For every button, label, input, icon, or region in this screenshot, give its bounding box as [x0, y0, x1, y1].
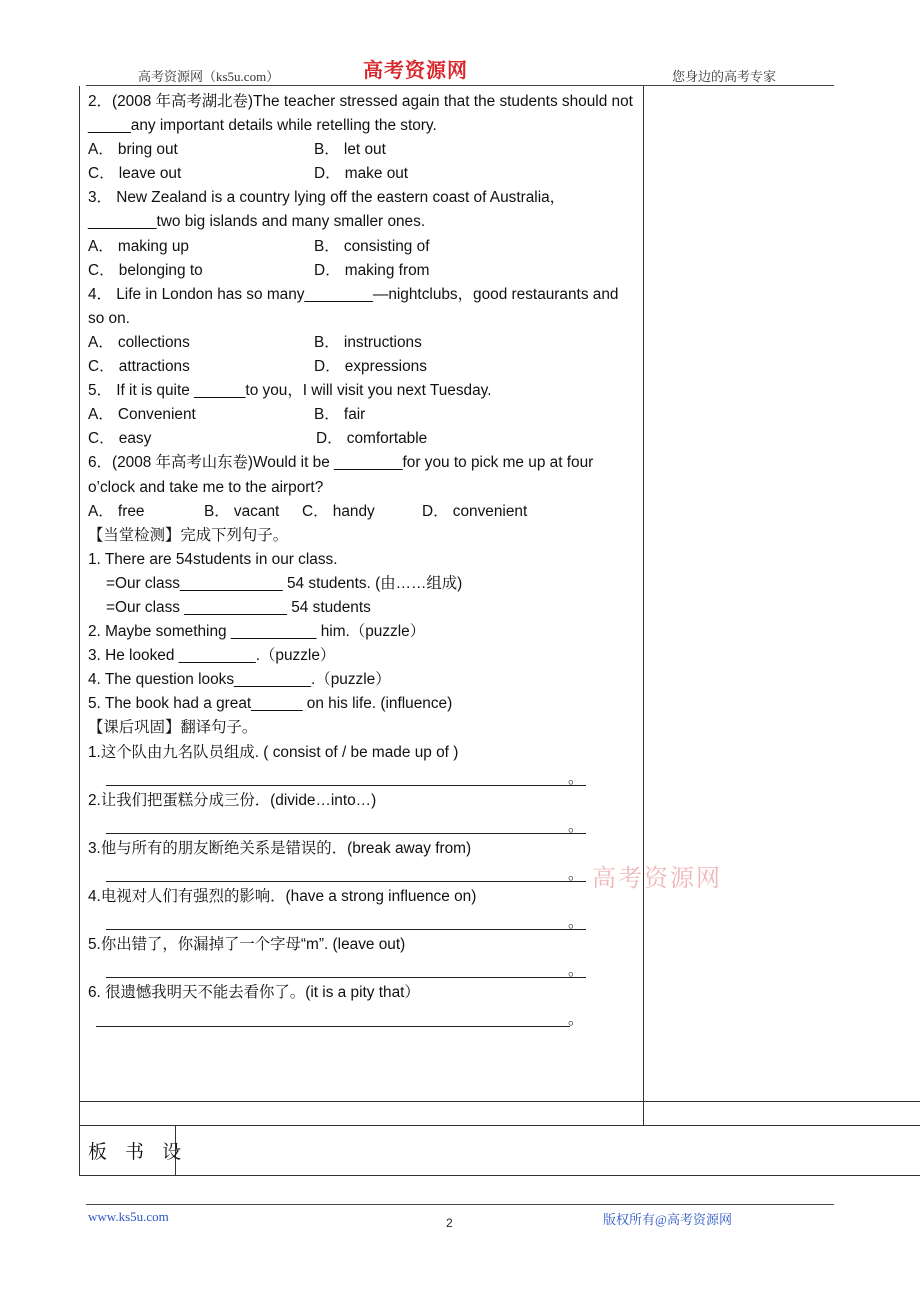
period-mark: 。 [568, 817, 584, 835]
review-item: 1.这个队由九名队员组成. ( consist of / be made up of ) [88, 743, 459, 761]
option: A． collections [88, 333, 190, 351]
answer-line[interactable] [88, 813, 636, 837]
option: B． instructions [314, 333, 422, 351]
page-number: 2 [446, 1216, 453, 1230]
section-title-check: 【当堂检测】完成下列句子。 [88, 526, 289, 544]
check-item: 2. Maybe something __________ him.（puzzle） [88, 623, 426, 641]
option: D． comfortable [316, 430, 428, 448]
question-stem: 2．(2008 年高考湖北卷)The teacher stressed again that the students should not _____any important details while retelling the story. [88, 93, 633, 135]
table-border-bottom [79, 1175, 920, 1176]
option: D． expressions [314, 358, 427, 376]
option: C． easy [88, 430, 152, 448]
table-row-divider [79, 1101, 920, 1102]
check-item: =Our class____________ 54 students. (由……组成) [106, 574, 463, 592]
answer-line[interactable] [88, 765, 636, 789]
review-item: 6. 很遗憾我明天不能去看你了。(it is a pity that） [88, 984, 420, 1002]
option: D． convenient [422, 502, 528, 520]
option-row [88, 138, 636, 162]
option: A． bring out [88, 141, 178, 159]
header-logo: 高考资源网 [363, 58, 468, 82]
option: D． making from [314, 261, 430, 279]
option: B． fair [314, 406, 366, 424]
header-rule [86, 85, 834, 86]
check-item: 5. The book had a great______ on his life. (influence) [88, 695, 453, 713]
footer-rule [86, 1204, 834, 1205]
answer-line[interactable] [88, 909, 636, 933]
table-row-divider-2 [79, 1125, 920, 1126]
footer-copyright: 版权所有@高考资源网 [603, 1212, 732, 1227]
period-mark: 。 [568, 769, 584, 787]
answer-blank[interactable] [106, 863, 586, 882]
answer-blank[interactable] [106, 815, 586, 834]
option: C． handy [302, 502, 375, 520]
check-item: 1. There are 54students in our class. [88, 550, 338, 568]
answer-blank[interactable] [96, 1008, 570, 1027]
footer-link[interactable]: www.ks5u.com [88, 1209, 169, 1224]
question-stem: 3． New Zealand is a country lying off the eastern coast of Australia，________two big islands and many smaller ones. [88, 189, 566, 231]
option-row [88, 235, 636, 259]
period-mark: 。 [568, 914, 584, 932]
answer-line[interactable] [88, 861, 636, 885]
answer-blank[interactable] [106, 959, 586, 978]
review-item: 3.他与所有的朋友断绝关系是错误的．(break away from) [88, 839, 472, 857]
option: D． make out [314, 165, 409, 183]
answer-blank[interactable] [106, 767, 586, 786]
check-item: =Our class ____________ 54 students [106, 598, 371, 616]
answer-blank[interactable] [106, 911, 586, 930]
option: C． leave out [88, 165, 182, 183]
option: A． Convenient [88, 406, 196, 424]
check-item: 3. He looked _________.（puzzle） [88, 647, 336, 665]
header-right-text: 您身边的高考专家 [672, 69, 777, 84]
option-row [88, 403, 636, 427]
option: B． vacant [204, 502, 280, 520]
option: A． free [88, 502, 145, 520]
table-border-left [79, 86, 80, 1176]
board-design-label: 板 书 设 [88, 1141, 188, 1163]
question-stem: 5． If it is quite ______to you，I will visit you next Tuesday. [88, 382, 492, 400]
period-mark: 。 [568, 1010, 584, 1028]
question-stem: 6．(2008 年高考山东卷)Would it be ________for you to pick me up at four o’clock and take me to the airport? [88, 454, 594, 496]
table-column-divider [643, 86, 644, 1126]
question-stem: 4． Life in London has so many________—nightclubs，good restaurants and so on. [88, 285, 619, 327]
review-item: 2.让我们把蛋糕分成三份．(divide…into…) [88, 791, 377, 809]
option-row [88, 259, 636, 283]
review-item: 5.你出错了，你漏掉了一个字母“m”. (leave out) [88, 936, 406, 954]
review-item: 4.电视对人们有强烈的影响．(have a strong influence on) [88, 888, 477, 906]
option: C． attractions [88, 358, 190, 376]
check-item: 4. The question looks_________.（puzzle） [88, 671, 391, 689]
option: B． let out [314, 141, 386, 159]
option-row [88, 162, 636, 186]
option-row [88, 427, 636, 451]
answer-line[interactable] [88, 1006, 636, 1030]
answer-line[interactable] [88, 957, 636, 981]
header-left-text: 高考资源网（ks5u.com） [138, 69, 280, 84]
option-row [88, 500, 636, 524]
option: C． belonging to [88, 261, 203, 279]
option: A． making up [88, 237, 189, 255]
period-mark: 。 [568, 866, 584, 883]
section-title-review: 【课后巩固】翻译句子。 [88, 719, 258, 737]
watermark-text: 高考资源网 [592, 864, 722, 892]
worksheet-content [88, 90, 636, 1030]
period-mark: 。 [568, 962, 584, 980]
option-row [88, 355, 636, 379]
option: B． consisting of [314, 237, 430, 255]
option-row [88, 331, 636, 355]
